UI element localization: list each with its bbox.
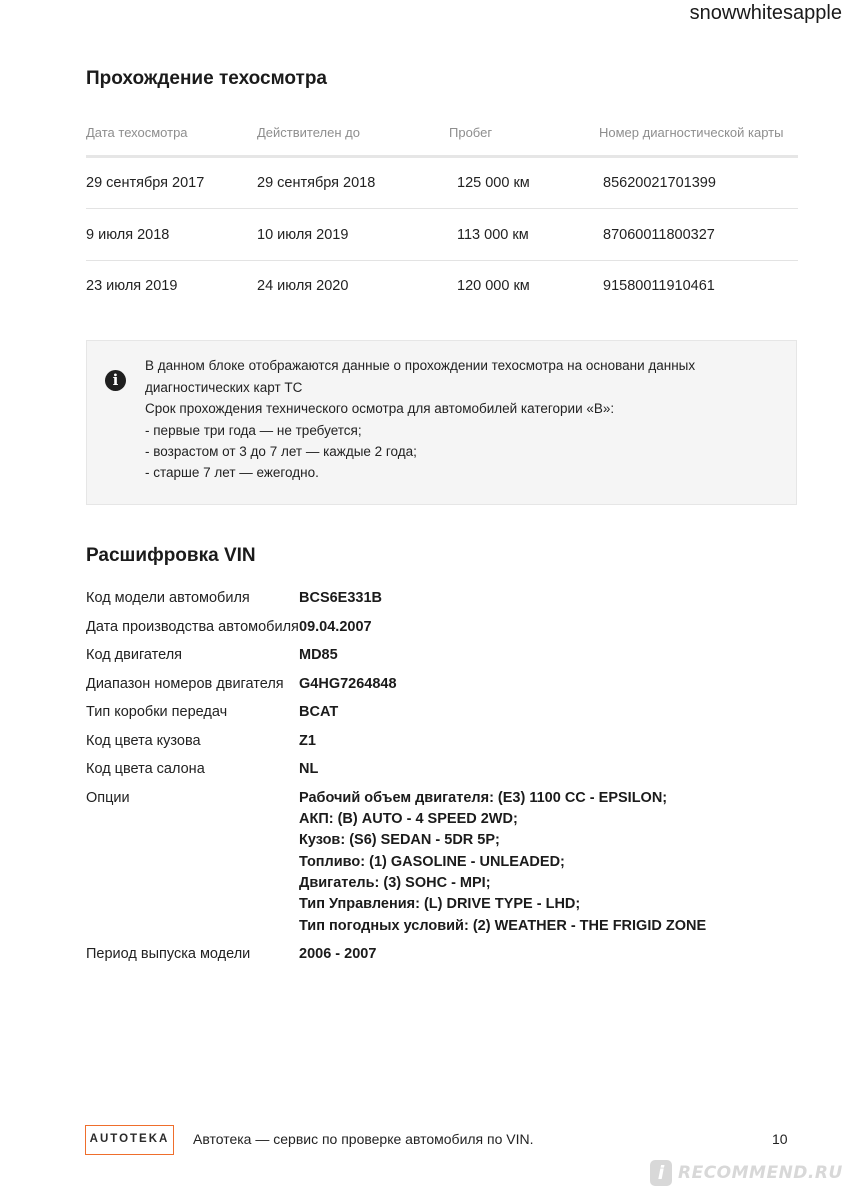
vin-period-label: Период выпуска модели — [86, 946, 251, 962]
vin-value: G4HG7264848 — [299, 676, 397, 692]
info-text-line: - первые три года — не требуется; — [145, 423, 362, 438]
cell-mileage: 125 000 км — [457, 175, 530, 191]
info-text-line: Срок прохождения технического осмотра для автомобилей категории «B»: — [145, 401, 615, 416]
cell-valid-until: 10 июля 2019 — [257, 227, 349, 243]
header-divider — [86, 155, 798, 158]
vin-option: Двигатель: (3) SOHC - MPI; — [299, 875, 491, 891]
vin-label: Код цвета кузова — [86, 733, 201, 749]
vin-title: Расшифровка VIN — [86, 545, 256, 566]
vin-option: Тип погодных условий: (2) WEATHER - THE FRIGID ZONE — [299, 918, 707, 934]
vin-label: Код модели автомобиля — [86, 590, 250, 606]
info-icon: i — [105, 370, 126, 391]
cell-valid-until: 29 сентября 2018 — [257, 175, 376, 191]
inspection-title: Прохождение техосмотра — [86, 68, 327, 89]
info-text-line: - возрастом от 3 до 7 лет — каждые 2 года; — [145, 444, 417, 459]
header-valid-until: Действителен до — [257, 125, 360, 140]
vin-value: BCS6E331B — [299, 590, 383, 606]
cell-valid-until: 24 июля 2020 — [257, 278, 349, 294]
vin-option: Рабочий объем двигателя: (E3) 1100 CC - EPSILON; — [299, 790, 668, 806]
cell-card-number: 91580011910461 — [603, 278, 715, 294]
vin-options-label: Опции — [86, 790, 130, 806]
header-date: Дата техосмотра — [86, 125, 188, 140]
info-text-line: В данном блоке отображаются данные о прохождении техосмотра на основани данных — [145, 358, 696, 373]
vin-period-value: 2006 - 2007 — [299, 946, 377, 962]
row-divider — [86, 260, 798, 261]
vin-value: Z1 — [299, 733, 316, 749]
vin-value: MD85 — [299, 647, 338, 663]
watermark-username: snowwhitesapple — [689, 2, 842, 24]
info-text-line: диагностических карт ТС — [145, 380, 303, 395]
vin-option: Кузов: (S6) SEDAN - 5DR 5P; — [299, 832, 500, 848]
info-text-line: - старше 7 лет — ежегодно. — [145, 465, 319, 480]
irecommend-watermark — [650, 1158, 843, 1188]
autoteka-logo: AUTOTEKA — [85, 1125, 174, 1155]
vin-option: Топливо: (1) GASOLINE - UNLEADED; — [299, 854, 565, 870]
cell-mileage: 120 000 км — [457, 278, 530, 294]
irecommend-logo-icon: i — [650, 1160, 672, 1186]
vin-label: Тип коробки передач — [86, 704, 228, 720]
vin-label: Дата производства автомобиля — [86, 619, 299, 635]
vin-label: Код двигателя — [86, 647, 183, 663]
footer-text: Автотека — сервис по проверке автомобиля по VIN. — [193, 1131, 534, 1147]
header-card-number: Номер диагностической карты — [599, 125, 784, 140]
cell-date: 29 сентября 2017 — [86, 175, 205, 191]
vin-label: Диапазон номеров двигателя — [86, 676, 284, 692]
page-number: 10 — [772, 1131, 788, 1147]
irecommend-watermark-text: RECOMMEND.RU — [678, 1163, 843, 1183]
vin-value: 09.04.2007 — [299, 619, 372, 635]
vin-value: NL — [299, 761, 319, 777]
vin-label: Код цвета салона — [86, 761, 205, 777]
cell-mileage: 113 000 км — [457, 227, 529, 243]
cell-card-number: 87060011800327 — [603, 227, 715, 243]
vin-option: АКП: (B) AUTO - 4 SPEED 2WD; — [299, 811, 518, 827]
cell-card-number: 85620021701399 — [603, 175, 716, 191]
vin-value: BCAT — [299, 704, 339, 720]
vin-option: Тип Управления: (L) DRIVE TYPE - LHD; — [299, 896, 581, 912]
cell-date: 23 июля 2019 — [86, 278, 178, 294]
header-mileage: Пробег — [449, 125, 493, 140]
cell-date: 9 июля 2018 — [86, 227, 170, 243]
row-divider — [86, 208, 798, 209]
